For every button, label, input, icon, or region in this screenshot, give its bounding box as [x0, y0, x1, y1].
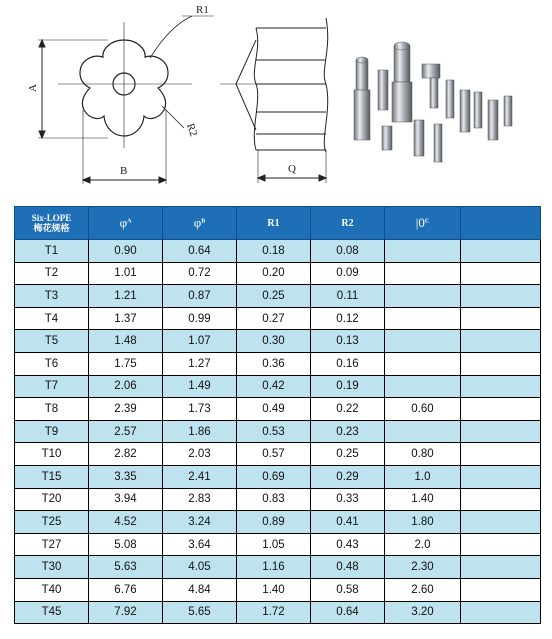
table-row [15, 330, 541, 353]
cell-r2: 0.08 [311, 240, 385, 263]
cell-phi-b: 1.73 [163, 398, 237, 421]
cell-c [385, 352, 461, 375]
table-row [15, 556, 541, 579]
cell-c [385, 262, 461, 285]
cell-r1: 0.20 [237, 262, 311, 285]
r1-leader [150, 16, 192, 58]
header-size: Six-LOPE 梅花规格 [15, 207, 89, 240]
cell-r1: 1.16 [237, 556, 311, 579]
cell-phi-b: 0.99 [163, 307, 237, 330]
cell-phi-a: 1.37 [89, 307, 163, 330]
cell-r2: 0.29 [311, 465, 385, 488]
cell-phi-b: 2.83 [163, 488, 237, 511]
cell-phi-b: 4.84 [163, 578, 237, 601]
cell-r2: 0.25 [311, 443, 385, 466]
cell-c: 2.30 [385, 556, 461, 579]
cell-size: T20 [15, 488, 89, 511]
header-r2: R2 [311, 207, 385, 240]
cell-r2: 0.16 [311, 352, 385, 375]
label-r1: R1 [196, 4, 209, 16]
cell-r1: 1.40 [237, 578, 311, 601]
cell-r1: 0.36 [237, 352, 311, 375]
cell-extra [461, 533, 541, 556]
cell-phi-a: 1.21 [89, 285, 163, 308]
cell-size: T10 [15, 443, 89, 466]
cell-r2: 0.09 [311, 262, 385, 285]
label-r2: R2 [183, 121, 200, 139]
cell-r1: 0.89 [237, 511, 311, 534]
table-row [15, 262, 541, 285]
header-c: $|0^C$ [385, 207, 461, 240]
cell-size: T8 [15, 398, 89, 421]
cell-c: 2.0 [385, 533, 461, 556]
cell-r1: 0.69 [237, 465, 311, 488]
cell-phi-a: 2.06 [89, 375, 163, 398]
cell-phi-b: 1.86 [163, 420, 237, 443]
cell-size: T3 [15, 285, 89, 308]
cell-extra [461, 307, 541, 330]
cell-r2: 0.33 [311, 488, 385, 511]
cell-size: T7 [15, 375, 89, 398]
cell-extra [461, 285, 541, 308]
cell-phi-a: 2.57 [89, 420, 163, 443]
cell-r2: 0.43 [311, 533, 385, 556]
cell-extra [461, 443, 541, 466]
cell-r1: 0.49 [237, 398, 311, 421]
cell-r2: 0.22 [311, 398, 385, 421]
cell-extra [461, 262, 541, 285]
cell-r2: 0.19 [311, 375, 385, 398]
six-lobe-spec-table [14, 206, 541, 624]
cell-phi-b: 1.07 [163, 330, 237, 353]
cell-phi-b: 2.41 [163, 465, 237, 488]
cell-r2: 0.12 [311, 307, 385, 330]
cell-extra [461, 352, 541, 375]
cell-phi-a: 2.39 [89, 398, 163, 421]
cell-extra [461, 578, 541, 601]
cell-phi-a: 2.82 [89, 443, 163, 466]
cell-r1: 0.53 [237, 420, 311, 443]
cell-size: T4 [15, 307, 89, 330]
cell-size: T30 [15, 556, 89, 579]
table-header-row [15, 207, 541, 240]
cell-size: T2 [15, 262, 89, 285]
cell-r2: 0.64 [311, 601, 385, 624]
cell-r1: 0.30 [237, 330, 311, 353]
cell-phi-a: 1.48 [89, 330, 163, 353]
table-row [15, 398, 541, 421]
table-row [15, 420, 541, 443]
header-phi-a: $\varphi^A$ [89, 207, 163, 240]
punch-tools [354, 42, 512, 162]
table-row [15, 352, 541, 375]
cell-phi-b: 2.03 [163, 443, 237, 466]
header-r1: R1 [237, 207, 311, 240]
header-extra [461, 207, 541, 240]
header-phi-b: $\varphi^B$ [163, 207, 237, 240]
cell-c [385, 420, 461, 443]
cell-size: T6 [15, 352, 89, 375]
cell-phi-b: 1.49 [163, 375, 237, 398]
cell-phi-b: 4.05 [163, 556, 237, 579]
label-b: B [120, 165, 128, 177]
table-row [15, 375, 541, 398]
r2-leader [162, 106, 184, 128]
cell-c: 1.80 [385, 511, 461, 534]
cell-size: T45 [15, 601, 89, 624]
cell-c: 0.60 [385, 398, 461, 421]
cell-size: T25 [15, 511, 89, 534]
cell-r2: 0.41 [311, 511, 385, 534]
cell-extra [461, 511, 541, 534]
cell-extra [461, 465, 541, 488]
cell-c [385, 375, 461, 398]
table-row [15, 465, 541, 488]
cell-c [385, 240, 461, 263]
cell-r2: 0.11 [311, 285, 385, 308]
cell-r2: 0.58 [311, 578, 385, 601]
cell-r1: 1.05 [237, 533, 311, 556]
cell-r1: 0.83 [237, 488, 311, 511]
cell-size: T40 [15, 578, 89, 601]
label-q: Q [288, 163, 296, 175]
cell-extra [461, 375, 541, 398]
cell-r1: 0.25 [237, 285, 311, 308]
cell-phi-a: 5.08 [89, 533, 163, 556]
table-row [15, 285, 541, 308]
table-row [15, 307, 541, 330]
cell-phi-b: 5.65 [163, 601, 237, 624]
cell-phi-a: 0.90 [89, 240, 163, 263]
cell-size: T5 [15, 330, 89, 353]
cell-phi-a: 3.94 [89, 488, 163, 511]
table-row [15, 578, 541, 601]
cell-phi-a: 3.35 [89, 465, 163, 488]
cell-size: T15 [15, 465, 89, 488]
cell-extra [461, 398, 541, 421]
cell-c: 2.60 [385, 578, 461, 601]
cell-r2: 0.23 [311, 420, 385, 443]
cell-c [385, 285, 461, 308]
cell-size: T1 [15, 240, 89, 263]
cell-c [385, 330, 461, 353]
cell-phi-a: 7.92 [89, 601, 163, 624]
cell-r2: 0.48 [311, 556, 385, 579]
cell-phi-b: 0.72 [163, 262, 237, 285]
table-row [15, 511, 541, 534]
cell-phi-b: 0.87 [163, 285, 237, 308]
cell-extra [461, 330, 541, 353]
cell-r1: 0.57 [237, 443, 311, 466]
table-row [15, 601, 541, 624]
cell-phi-b: 3.24 [163, 511, 237, 534]
cell-phi-b: 1.27 [163, 352, 237, 375]
cell-c: 3.20 [385, 601, 461, 624]
cell-extra [461, 420, 541, 443]
product-photo [342, 40, 542, 170]
cell-phi-a: 6.76 [89, 578, 163, 601]
table-row [15, 488, 541, 511]
cell-r1: 0.27 [237, 307, 311, 330]
cell-size: T9 [15, 420, 89, 443]
cell-extra [461, 488, 541, 511]
label-a: A [27, 84, 39, 92]
cell-size: T27 [15, 533, 89, 556]
cell-phi-a: 1.75 [89, 352, 163, 375]
cell-r1: 0.18 [237, 240, 311, 263]
cell-extra [461, 556, 541, 579]
table-row [15, 240, 541, 263]
cell-r1: 0.42 [237, 375, 311, 398]
table-row [15, 443, 541, 466]
table-row [15, 533, 541, 556]
cell-extra [461, 601, 541, 624]
cell-c [385, 307, 461, 330]
cell-phi-b: 0.64 [163, 240, 237, 263]
cell-phi-a: 4.52 [89, 511, 163, 534]
cell-phi-b: 3.64 [163, 533, 237, 556]
cell-r1: 1.72 [237, 601, 311, 624]
cell-r2: 0.13 [311, 330, 385, 353]
cell-c: 0.80 [385, 443, 461, 466]
side-view [220, 18, 328, 152]
cell-phi-a: 5.63 [89, 556, 163, 579]
cell-extra [461, 240, 541, 263]
cell-phi-a: 1.01 [89, 262, 163, 285]
cell-c: 1.40 [385, 488, 461, 511]
cell-c: 1.0 [385, 465, 461, 488]
